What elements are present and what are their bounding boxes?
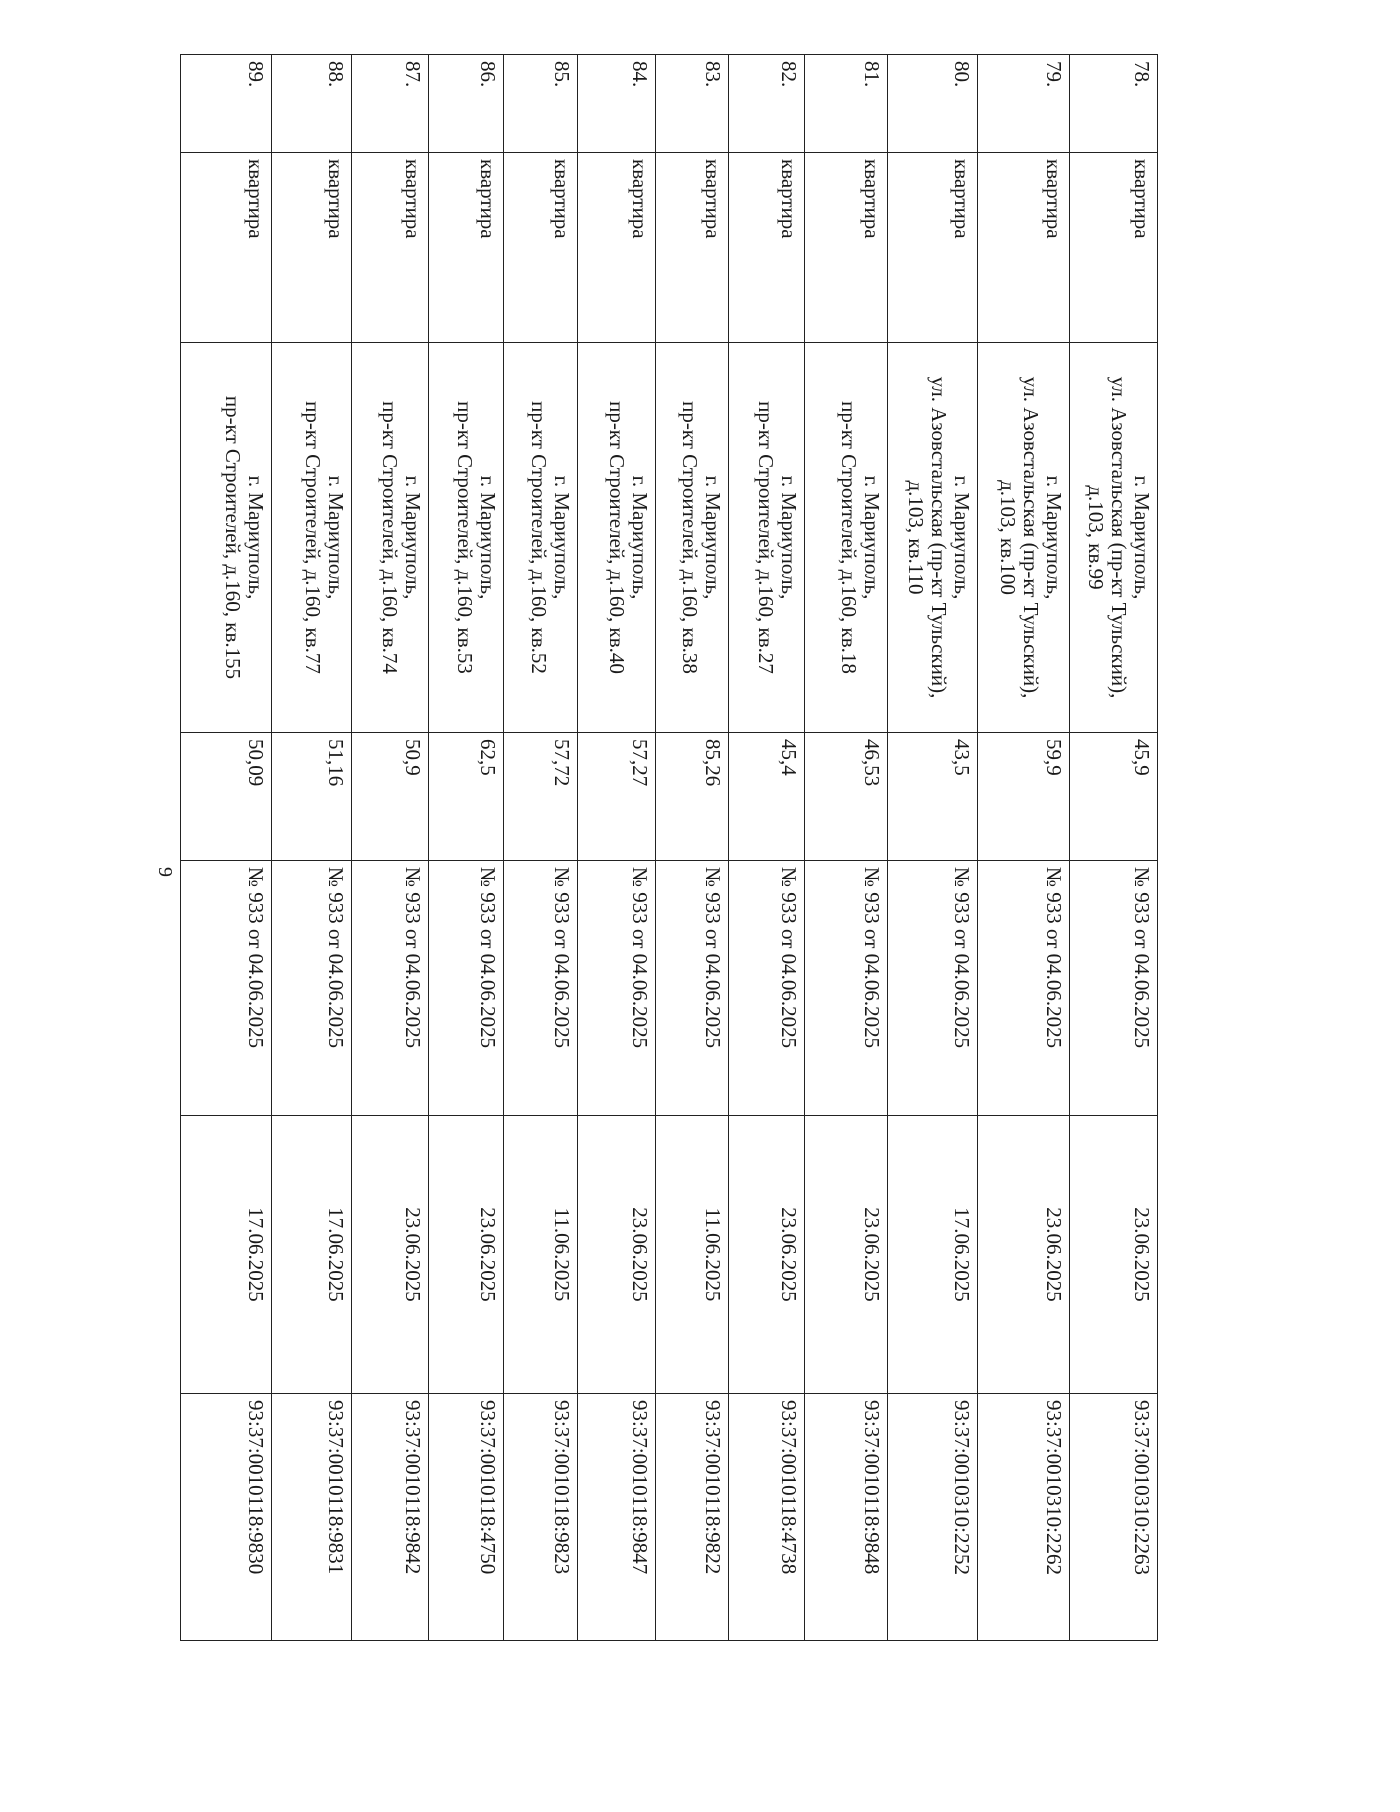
registration-date: 17.06.2025	[272, 1116, 351, 1394]
decree-reference: № 933 от 04.06.2025	[728, 861, 804, 1116]
object-type: квартира	[504, 153, 578, 343]
object-address	[728, 343, 804, 733]
address-line: пр-кт Строителей, д.160, кв.52	[527, 401, 552, 674]
object-type: квартира	[728, 153, 804, 343]
registration-date: 17.06.2025	[181, 1116, 272, 1394]
table-row	[272, 55, 351, 1641]
object-address	[887, 343, 977, 733]
object-area: 85,26	[655, 733, 728, 861]
object-address	[655, 343, 728, 733]
decree-reference: № 933 от 04.06.2025	[655, 861, 728, 1116]
row-number: 87.	[351, 55, 428, 153]
object-area: 45,4	[728, 733, 804, 861]
object-type: квартира	[887, 153, 977, 343]
registration-date: 23.06.2025	[429, 1116, 504, 1394]
object-area: 57,27	[578, 733, 655, 861]
row-number: 86.	[429, 55, 504, 153]
object-area: 62,5	[429, 733, 504, 861]
object-area: 51,16	[272, 733, 351, 861]
object-address	[1070, 343, 1158, 733]
registration-date: 23.06.2025	[805, 1116, 888, 1394]
cadastral-number: 93:37:0010118:9847	[578, 1394, 655, 1641]
row-number: 88.	[272, 55, 351, 153]
address-line: пр-кт Строителей, д.160, кв.40	[604, 401, 629, 674]
table-row	[504, 55, 578, 1641]
address-line: пр-кт Строителей, д.160, кв.38	[677, 401, 702, 674]
decree-reference: № 933 от 04.06.2025	[578, 861, 655, 1116]
cadastral-number: 93:37:0010118:9842	[351, 1394, 428, 1641]
row-number: 81.	[805, 55, 888, 153]
row-number: 80.	[887, 55, 977, 153]
object-type: квартира	[578, 153, 655, 343]
decree-reference: № 933 от 04.06.2025	[351, 861, 428, 1116]
cadastral-number: 93:37:0010118:4738	[728, 1394, 804, 1641]
decree-reference: № 933 от 04.06.2025	[887, 861, 977, 1116]
row-number: 79.	[977, 55, 1069, 153]
address-line: пр-кт Строителей, д.160, кв.155	[221, 395, 246, 680]
address-line: ул. Азовстальская (пр-кт Тульский),	[926, 376, 951, 699]
table-row	[429, 55, 504, 1641]
registration-date: 23.06.2025	[351, 1116, 428, 1394]
table-row	[655, 55, 728, 1641]
registration-date: 11.06.2025	[655, 1116, 728, 1394]
object-type: квартира	[351, 153, 428, 343]
row-number: 83.	[655, 55, 728, 153]
object-type: квартира	[977, 153, 1069, 343]
property-register-table	[180, 54, 1158, 1641]
address-line: г. Мариуполь,	[700, 475, 725, 600]
address-line: г. Мариуполь,	[401, 475, 426, 600]
decree-reference: № 933 от 04.06.2025	[429, 861, 504, 1116]
registration-date: 11.06.2025	[504, 1116, 578, 1394]
object-type: квартира	[655, 153, 728, 343]
object-area: 50,09	[181, 733, 272, 861]
address-line: пр-кт Строителей, д.160, кв.18	[836, 401, 861, 674]
table-row	[351, 55, 428, 1641]
address-line: пр-кт Строителей, д.160, кв.77	[300, 401, 325, 674]
decree-reference: № 933 от 04.06.2025	[805, 861, 888, 1116]
address-line: г. Мариуполь,	[859, 475, 884, 600]
cadastral-number: 93:37:0010118:9848	[805, 1394, 888, 1641]
registration-date: 23.06.2025	[977, 1116, 1069, 1394]
page-number: 9	[154, 867, 176, 877]
table-row	[181, 55, 272, 1641]
object-type: квартира	[1070, 153, 1158, 343]
cadastral-number: 93:37:0010118:9830	[181, 1394, 272, 1641]
address-line: г. Мариуполь,	[949, 475, 974, 600]
object-area: 50,9	[351, 733, 428, 861]
registration-date: 23.06.2025	[1070, 1116, 1158, 1394]
object-address	[977, 343, 1069, 733]
row-number: 82.	[728, 55, 804, 153]
address-line: г. Мариуполь,	[244, 475, 269, 600]
address-line: г. Мариуполь,	[323, 475, 348, 600]
row-number: 78.	[1070, 55, 1158, 153]
decree-reference: № 933 от 04.06.2025	[1070, 861, 1158, 1116]
object-area: 43,5	[887, 733, 977, 861]
address-line: пр-кт Строителей, д.160, кв.53	[453, 401, 478, 674]
address-line: пр-кт Строителей, д.160, кв.27	[754, 401, 779, 674]
rotated-table-wrapper	[180, 54, 1158, 1640]
cadastral-number: 93:37:0010310:2252	[887, 1394, 977, 1641]
address-line: ул. Азовстальская (пр-кт Тульский),	[1019, 376, 1044, 699]
object-address	[805, 343, 888, 733]
row-number: 89.	[181, 55, 272, 153]
table-row	[977, 55, 1069, 1641]
address-line: д.103, кв.100	[996, 480, 1021, 595]
address-line: г. Мариуполь,	[550, 475, 575, 600]
cadastral-number: 93:37:0010118:4750	[429, 1394, 504, 1641]
object-area: 59,9	[977, 733, 1069, 861]
table-row	[1070, 55, 1158, 1641]
row-number: 84.	[578, 55, 655, 153]
address-line: г. Мариуполь,	[1042, 475, 1067, 600]
cadastral-number: 93:37:0010118:9831	[272, 1394, 351, 1641]
decree-reference: № 933 от 04.06.2025	[181, 861, 272, 1116]
table-row	[578, 55, 655, 1641]
address-line: г. Мариуполь,	[777, 475, 802, 600]
address-line: пр-кт Строителей, д.160, кв.74	[378, 401, 403, 674]
object-type: квартира	[272, 153, 351, 343]
table-row	[805, 55, 888, 1641]
address-line: г. Мариуполь,	[476, 475, 501, 600]
registration-date: 23.06.2025	[728, 1116, 804, 1394]
register-body	[181, 55, 1158, 1641]
object-area: 57,72	[504, 733, 578, 861]
object-type: квартира	[181, 153, 272, 343]
decree-reference: № 933 от 04.06.2025	[977, 861, 1069, 1116]
address-line: д.103, кв.110	[903, 480, 928, 595]
registration-date: 23.06.2025	[578, 1116, 655, 1394]
object-address	[504, 343, 578, 733]
cadastral-number: 93:37:0010310:2262	[977, 1394, 1069, 1641]
decree-reference: № 933 от 04.06.2025	[504, 861, 578, 1116]
object-address	[351, 343, 428, 733]
decree-reference: № 933 от 04.06.2025	[272, 861, 351, 1116]
object-type: квартира	[429, 153, 504, 343]
object-area: 45,9	[1070, 733, 1158, 861]
address-line: ул. Азовстальская (пр-кт Тульский),	[1107, 376, 1131, 699]
cadastral-number: 93:37:0010310:2263	[1070, 1394, 1158, 1641]
cadastral-number: 93:37:0010118:9823	[504, 1394, 578, 1641]
table-row	[728, 55, 804, 1641]
address-line: д.103, кв.99	[1084, 485, 1108, 590]
object-address	[578, 343, 655, 733]
object-address	[272, 343, 351, 733]
cadastral-number: 93:37:0010118:9822	[655, 1394, 728, 1641]
registration-date: 17.06.2025	[887, 1116, 977, 1394]
table-row	[887, 55, 977, 1641]
row-number: 85.	[504, 55, 578, 153]
address-line: г. Мариуполь,	[627, 475, 652, 600]
address-line: г. Мариуполь,	[1130, 475, 1154, 600]
object-address	[181, 343, 272, 733]
object-address	[429, 343, 504, 733]
object-area: 46,53	[805, 733, 888, 861]
object-type: квартира	[805, 153, 888, 343]
